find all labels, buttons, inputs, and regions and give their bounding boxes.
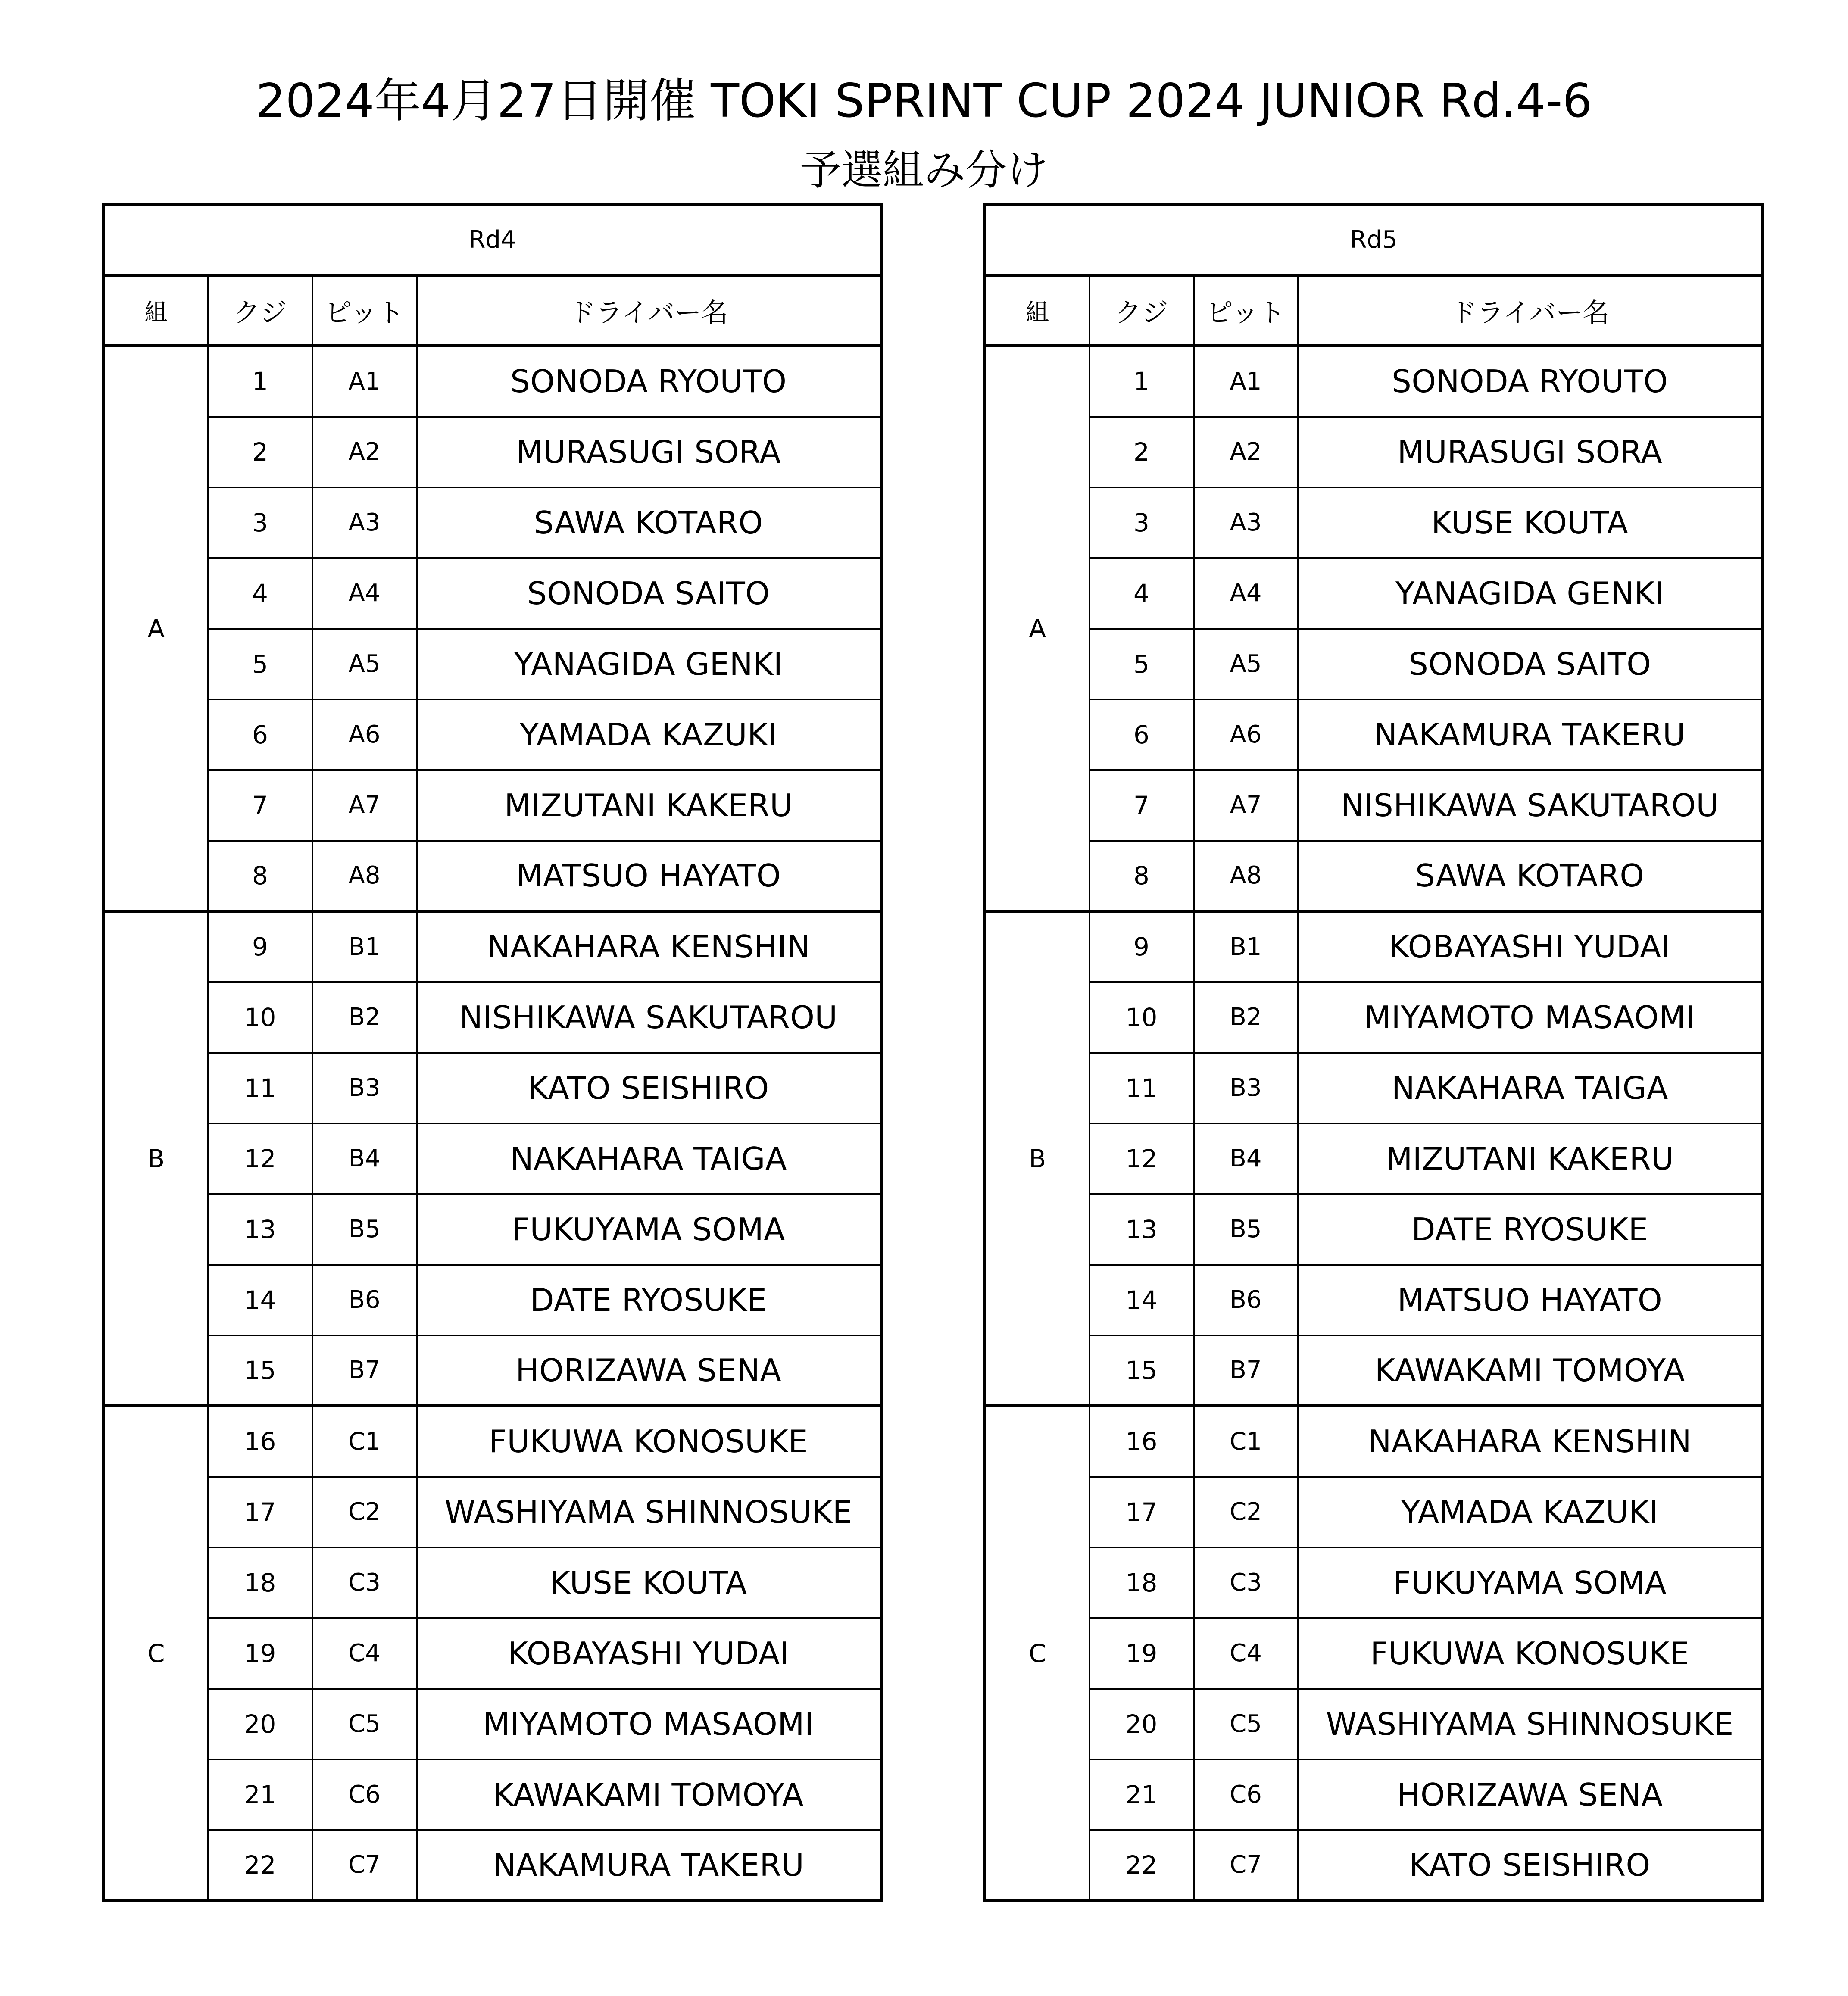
driver-name: NAKAMURA TAKERU	[417, 1830, 881, 1901]
kuji-number: 10	[1089, 982, 1194, 1053]
driver-name: MIZUTANI KAKERU	[1298, 1123, 1763, 1194]
kuji-number: 1	[1089, 346, 1194, 417]
pit-code: A8	[1194, 841, 1298, 911]
table-row	[985, 1406, 1763, 1477]
pit-code: C3	[1194, 1547, 1298, 1618]
pit-code: B7	[1194, 1335, 1298, 1406]
pit-code: C4	[312, 1618, 417, 1689]
table-row	[985, 841, 1763, 911]
kuji-number: 6	[208, 699, 312, 770]
pit-code: C1	[312, 1406, 417, 1477]
kuji-number: 8	[1089, 841, 1194, 911]
group-label: A	[985, 346, 1089, 911]
pit-code: B5	[312, 1194, 417, 1265]
table-row	[985, 699, 1763, 770]
kuji-number: 16	[208, 1406, 312, 1477]
table-row	[985, 629, 1763, 699]
pit-code: A8	[312, 841, 417, 911]
group-label: B	[985, 911, 1089, 1406]
table-row	[985, 1123, 1763, 1194]
column-header-driver: ドライバー名	[1298, 275, 1763, 346]
column-header-pit: ピット	[312, 275, 417, 346]
pit-code: B2	[1194, 982, 1298, 1053]
table-row	[985, 1194, 1763, 1265]
driver-name: FUKUYAMA SOMA	[1298, 1547, 1763, 1618]
table-row	[985, 487, 1763, 558]
pit-code: A6	[312, 699, 417, 770]
group-label: C	[104, 1406, 208, 1901]
table-row	[985, 558, 1763, 629]
table-row	[985, 1689, 1763, 1759]
kuji-number: 6	[1089, 699, 1194, 770]
group-label: B	[104, 911, 208, 1406]
table-row	[104, 629, 881, 699]
driver-name: KOBAYASHI YUDAI	[417, 1618, 881, 1689]
column-header-kuji: クジ	[1089, 275, 1194, 346]
table-row	[104, 1194, 881, 1265]
table-row	[104, 982, 881, 1053]
kuji-number: 7	[208, 770, 312, 841]
driver-name: KAWAKAMI TOMOYA	[1298, 1335, 1763, 1406]
table-row	[985, 1547, 1763, 1618]
driver-name: YANAGIDA GENKI	[1298, 558, 1763, 629]
driver-name: SAWA KOTARO	[1298, 841, 1763, 911]
driver-name: KATO SEISHIRO	[417, 1053, 881, 1123]
driver-name: NISHIKAWA SAKUTAROU	[417, 982, 881, 1053]
page-title: 2024年4月27日開催 TOKI SPRINT CUP 2024 JUNIOR Rd.4-6	[256, 74, 1592, 128]
driver-name: NAKAHARA KENSHIN	[417, 911, 881, 982]
pit-code: A5	[1194, 629, 1298, 699]
kuji-number: 4	[208, 558, 312, 629]
kuji-number: 14	[1089, 1265, 1194, 1335]
pit-code: A2	[312, 417, 417, 487]
pit-code: B3	[1194, 1053, 1298, 1123]
group-label: A	[104, 346, 208, 911]
pit-code: B6	[312, 1265, 417, 1335]
pit-code: C7	[312, 1830, 417, 1901]
table-row	[104, 1123, 881, 1194]
kuji-number: 20	[208, 1689, 312, 1759]
driver-name: MIYAMOTO MASAOMI	[417, 1689, 881, 1759]
column-header-row	[985, 275, 1763, 346]
table-row	[104, 911, 881, 982]
pit-code: B4	[1194, 1123, 1298, 1194]
table-row	[985, 1265, 1763, 1335]
driver-name: WASHIYAMA SHINNOSUKE	[1298, 1689, 1763, 1759]
table-row	[985, 1477, 1763, 1547]
column-header-group: 組	[104, 275, 208, 346]
table-row	[104, 1618, 881, 1689]
pit-code: A4	[312, 558, 417, 629]
kuji-number: 15	[208, 1335, 312, 1406]
table-row	[985, 346, 1763, 417]
kuji-number: 13	[1089, 1194, 1194, 1265]
driver-name: HORIZAWA SENA	[1298, 1759, 1763, 1830]
kuji-number: 1	[208, 346, 312, 417]
kuji-number: 3	[208, 487, 312, 558]
pit-code: C6	[1194, 1759, 1298, 1830]
kuji-number: 18	[1089, 1547, 1194, 1618]
pit-code: A3	[1194, 487, 1298, 558]
kuji-number: 2	[208, 417, 312, 487]
pit-code: A7	[1194, 770, 1298, 841]
driver-name: DATE RYOSUKE	[417, 1265, 881, 1335]
table-row	[104, 1406, 881, 1477]
driver-name: MATSUO HAYATO	[1298, 1265, 1763, 1335]
kuji-number: 16	[1089, 1406, 1194, 1477]
driver-name: SAWA KOTARO	[417, 487, 881, 558]
driver-name: YAMADA KAZUKI	[417, 699, 881, 770]
table-row	[985, 417, 1763, 487]
driver-name: KAWAKAMI TOMOYA	[417, 1759, 881, 1830]
pit-code: B5	[1194, 1194, 1298, 1265]
driver-name: HORIZAWA SENA	[417, 1335, 881, 1406]
table-row	[985, 1335, 1763, 1406]
table-row	[985, 1830, 1763, 1901]
pit-code: C6	[312, 1759, 417, 1830]
table-row	[104, 1053, 881, 1123]
kuji-number: 12	[1089, 1123, 1194, 1194]
driver-name: MURASUGI SORA	[417, 417, 881, 487]
pit-code: A1	[312, 346, 417, 417]
table-row	[104, 841, 881, 911]
kuji-number: 5	[208, 629, 312, 699]
table-row	[985, 911, 1763, 982]
driver-name: KOBAYASHI YUDAI	[1298, 911, 1763, 982]
table-row	[104, 1265, 881, 1335]
pit-code: C3	[312, 1547, 417, 1618]
round-title-row	[104, 205, 881, 275]
driver-name: YANAGIDA GENKI	[417, 629, 881, 699]
column-header-pit: ピット	[1194, 275, 1298, 346]
kuji-number: 19	[208, 1618, 312, 1689]
kuji-number: 7	[1089, 770, 1194, 841]
column-header-group: 組	[985, 275, 1089, 346]
kuji-number: 20	[1089, 1689, 1194, 1759]
kuji-number: 3	[1089, 487, 1194, 558]
round-title: Rd4	[104, 205, 881, 275]
table-row	[104, 1830, 881, 1901]
kuji-number: 9	[208, 911, 312, 982]
driver-name: NAKAHARA KENSHIN	[1298, 1406, 1763, 1477]
driver-name: KATO SEISHIRO	[1298, 1830, 1763, 1901]
pit-code: C5	[312, 1689, 417, 1759]
driver-name: NAKAHARA TAIGA	[417, 1123, 881, 1194]
pit-code: B2	[312, 982, 417, 1053]
table-row	[104, 1335, 881, 1406]
kuji-number: 11	[1089, 1053, 1194, 1123]
kuji-number: 17	[208, 1477, 312, 1547]
table-row	[104, 1477, 881, 1547]
table-row	[985, 1053, 1763, 1123]
kuji-number: 21	[1089, 1759, 1194, 1830]
driver-name: MIYAMOTO MASAOMI	[1298, 982, 1763, 1053]
kuji-number: 9	[1089, 911, 1194, 982]
table-row	[985, 1759, 1763, 1830]
pit-code: A4	[1194, 558, 1298, 629]
pit-code: C5	[1194, 1689, 1298, 1759]
kuji-number: 15	[1089, 1335, 1194, 1406]
table-row	[104, 487, 881, 558]
driver-name: WASHIYAMA SHINNOSUKE	[417, 1477, 881, 1547]
table-row	[104, 1547, 881, 1618]
pit-code: B1	[312, 911, 417, 982]
column-header-kuji: クジ	[208, 275, 312, 346]
page-subtitle: 予選組み分け	[800, 146, 1048, 194]
pit-code: C7	[1194, 1830, 1298, 1901]
driver-name: SONODA RYOUTO	[417, 346, 881, 417]
driver-name: DATE RYOSUKE	[1298, 1194, 1763, 1265]
kuji-number: 19	[1089, 1618, 1194, 1689]
pit-code: A5	[312, 629, 417, 699]
pit-code: A2	[1194, 417, 1298, 487]
kuji-number: 21	[208, 1759, 312, 1830]
pit-code: C2	[312, 1477, 417, 1547]
pit-code: C1	[1194, 1406, 1298, 1477]
column-header-driver: ドライバー名	[417, 275, 881, 346]
driver-name: YAMADA KAZUKI	[1298, 1477, 1763, 1547]
driver-name: SONODA RYOUTO	[1298, 346, 1763, 417]
driver-name: FUKUWA KONOSUKE	[417, 1406, 881, 1477]
round-title: Rd5	[985, 205, 1763, 275]
kuji-number: 4	[1089, 558, 1194, 629]
pit-code: A3	[312, 487, 417, 558]
round-table-rd4	[102, 203, 883, 1902]
column-header-row	[104, 275, 881, 346]
driver-name: FUKUWA KONOSUKE	[1298, 1618, 1763, 1689]
kuji-number: 12	[208, 1123, 312, 1194]
table-row	[985, 982, 1763, 1053]
driver-name: KUSE KOUTA	[1298, 487, 1763, 558]
table-row	[104, 1759, 881, 1830]
pit-code: B1	[1194, 911, 1298, 982]
kuji-number: 13	[208, 1194, 312, 1265]
driver-name: MURASUGI SORA	[1298, 417, 1763, 487]
driver-name: NAKAMURA TAKERU	[1298, 699, 1763, 770]
driver-name: NISHIKAWA SAKUTAROU	[1298, 770, 1763, 841]
kuji-number: 18	[208, 1547, 312, 1618]
pit-code: C2	[1194, 1477, 1298, 1547]
table-row	[104, 346, 881, 417]
driver-name: MATSUO HAYATO	[417, 841, 881, 911]
pit-code: A1	[1194, 346, 1298, 417]
driver-name: SONODA SAITO	[1298, 629, 1763, 699]
pit-code: B6	[1194, 1265, 1298, 1335]
table-row	[985, 1618, 1763, 1689]
driver-name: SONODA SAITO	[417, 558, 881, 629]
kuji-number: 17	[1089, 1477, 1194, 1547]
table-row	[104, 1689, 881, 1759]
kuji-number: 8	[208, 841, 312, 911]
round-title-row	[985, 205, 1763, 275]
pit-code: C4	[1194, 1618, 1298, 1689]
table-row	[104, 417, 881, 487]
pit-code: B7	[312, 1335, 417, 1406]
table-row	[104, 558, 881, 629]
table-row	[104, 770, 881, 841]
table-row	[985, 770, 1763, 841]
pit-code: B4	[312, 1123, 417, 1194]
kuji-number: 14	[208, 1265, 312, 1335]
kuji-number: 10	[208, 982, 312, 1053]
kuji-number: 22	[1089, 1830, 1194, 1901]
pit-code: A6	[1194, 699, 1298, 770]
driver-name: FUKUYAMA SOMA	[417, 1194, 881, 1265]
driver-name: MIZUTANI KAKERU	[417, 770, 881, 841]
kuji-number: 2	[1089, 417, 1194, 487]
group-label: C	[985, 1406, 1089, 1901]
round-table-rd5	[983, 203, 1764, 1902]
kuji-number: 5	[1089, 629, 1194, 699]
pit-code: B3	[312, 1053, 417, 1123]
kuji-number: 22	[208, 1830, 312, 1901]
driver-name: NAKAHARA TAIGA	[1298, 1053, 1763, 1123]
table-row	[104, 699, 881, 770]
driver-name: KUSE KOUTA	[417, 1547, 881, 1618]
pit-code: A7	[312, 770, 417, 841]
kuji-number: 11	[208, 1053, 312, 1123]
